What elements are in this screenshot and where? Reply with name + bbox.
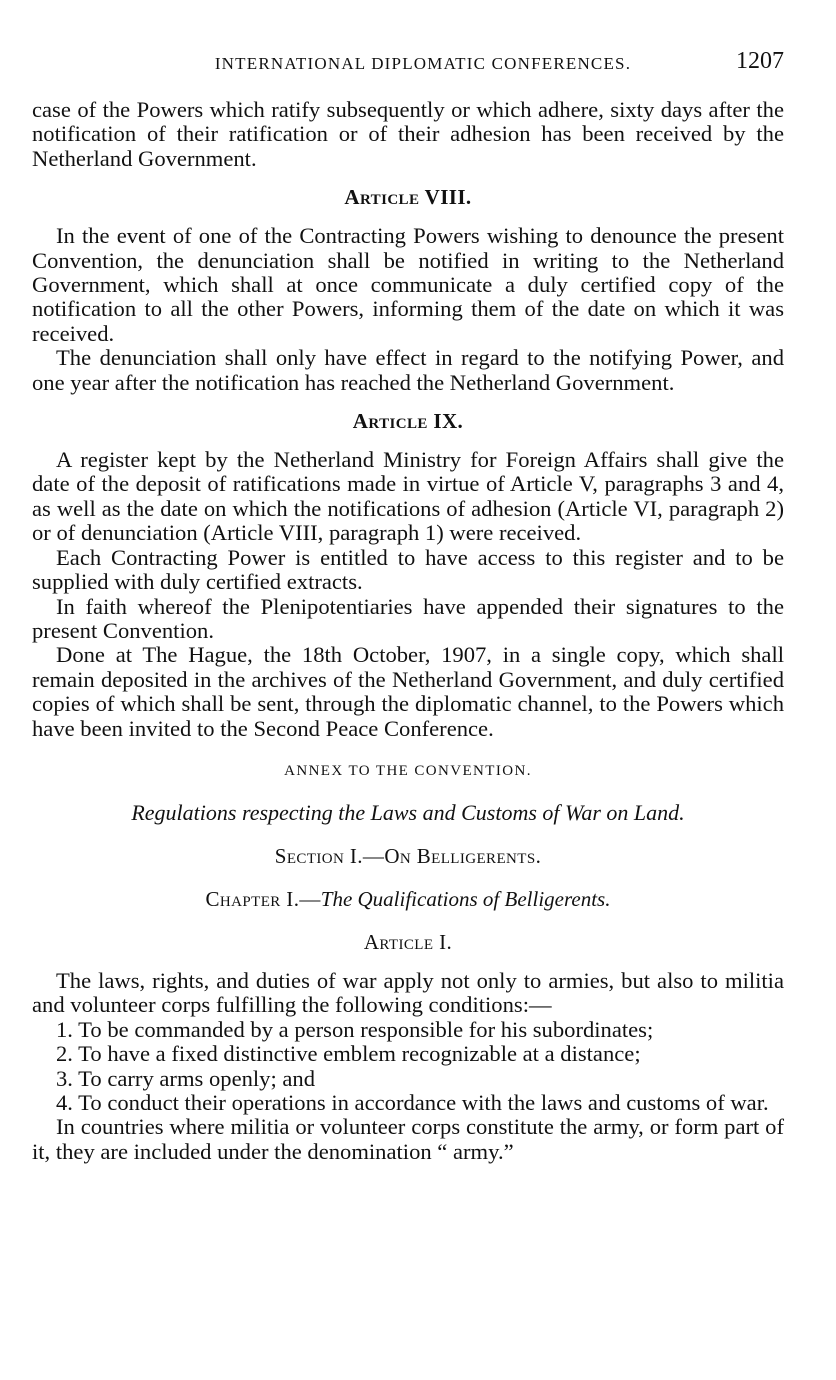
chapter-label: Chapter I.— bbox=[205, 886, 321, 911]
article-ix-paragraph-1: A register kept by the Netherland Ministry for Foreign Affairs shall give the date of the deposit of ratifications made in virtue of Article V, paragraphs 3 and 4, as well as the date on which the notifications of adhesion (Article VI, paragraph 2) or of denunciation (Article VIII, paragraph 1) were received. bbox=[32, 447, 784, 546]
article-i-paragraph-2: In countries where militia or volunteer corps constitute the army, or form part of it, they are included under the denomination “ army.” bbox=[32, 1114, 784, 1164]
article-ix-heading: Article IX. bbox=[352, 409, 464, 434]
annex-heading: ANNEX TO THE CONVENTION. bbox=[284, 762, 532, 779]
article-ix-paragraph-3: In faith whereof the Plenipotentiaries have appended their signatures to the present Convention. bbox=[32, 593, 784, 643]
page-header bbox=[32, 48, 784, 82]
condition-item: 2. To have a fixed distinctive emblem recognizable at a distance; bbox=[56, 1041, 641, 1067]
article-i-heading: Article I. bbox=[363, 929, 453, 954]
regulations-title: Regulations respecting the Laws and Customs of War on Land. bbox=[131, 799, 685, 825]
condition-item: 1. To be commanded by a person responsible for his subordinates; bbox=[56, 1016, 654, 1042]
article-viii-paragraph-1: In the event of one of the Contracting Powers wishing to denounce the present Convention, the denunciation shall be notified in writing to the Netherland Government, which shall at once communicate a duly certified copy of the notification to all the other Powers, informing them of the date on which it was received. bbox=[32, 223, 784, 346]
page-number: 1207 bbox=[736, 48, 784, 74]
article-viii-paragraph-2: The denunciation shall only have effect in regard to the notifying Power, and one year after the notification has reached the Netherland Government. bbox=[32, 345, 784, 395]
page-body bbox=[32, 98, 784, 1164]
article-viii-heading: Article VIII. bbox=[344, 185, 472, 210]
section-heading: Section I.—On Belligerents. bbox=[274, 843, 542, 868]
condition-item: 4. To conduct their operations in accordance with the laws and customs of war. bbox=[56, 1089, 769, 1115]
article-ix-paragraph-4: Done at The Hague, the 18th October, 1907, in a single copy, which shall remain deposited in the archives of the Netherland Government, and duly certified copies of which shall be sent, through the diplomatic channel, to the Powers which have been invited to the Second Peace Conference. bbox=[32, 642, 784, 741]
condition-item: 3. To carry arms openly; and bbox=[56, 1065, 316, 1091]
intro-paragraph: case of the Powers which ratify subsequently or which adhere, sixty days after the notification of their ratification or of their adhesion has been received by the Netherland Government. bbox=[32, 97, 784, 171]
running-title: INTERNATIONAL DIPLOMATIC CONFERENCES. bbox=[214, 54, 632, 73]
chapter-heading bbox=[32, 887, 784, 912]
article-ix-paragraph-2: Each Contracting Power is entitled to have access to this register and to be supplied with duly certified extracts. bbox=[32, 544, 784, 595]
chapter-title: The Qualifications of Belligerents. bbox=[320, 886, 611, 911]
article-i-paragraph-1: The laws, rights, and duties of war apply not only to armies, but also to militia and volunteer corps fulfilling the following conditions:— bbox=[32, 967, 784, 1018]
